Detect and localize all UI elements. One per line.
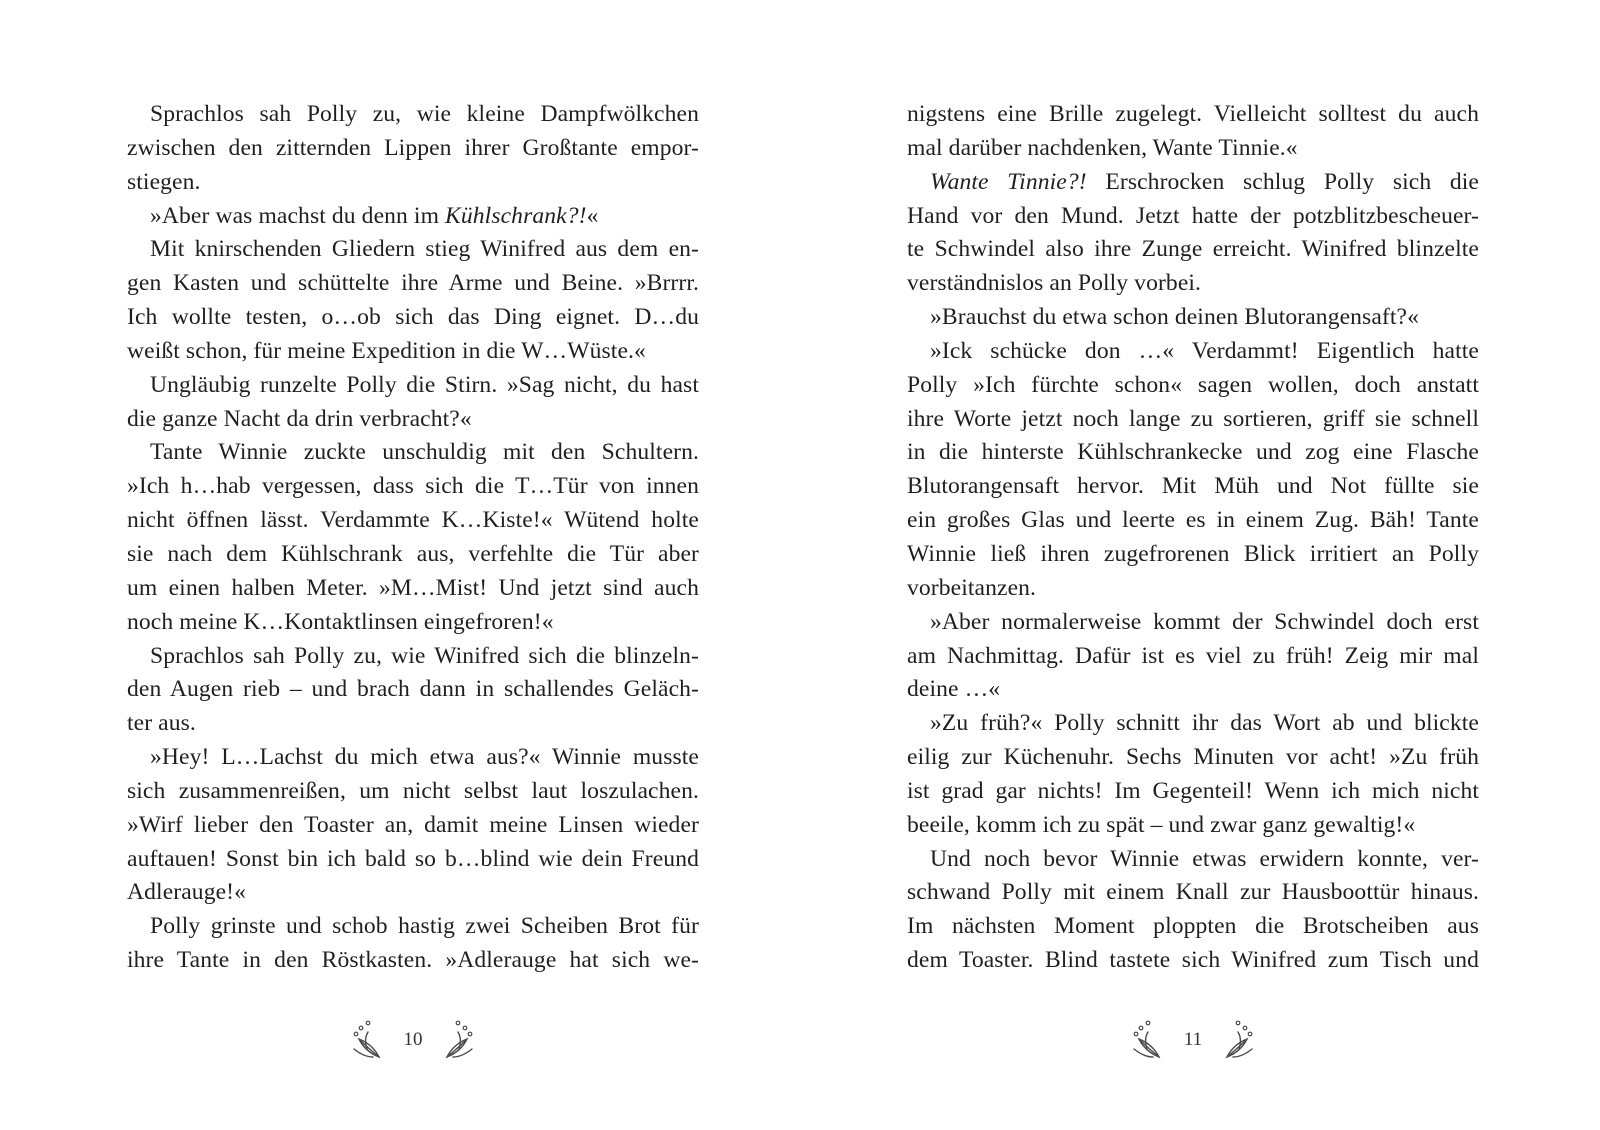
text-line <box>907 166 1479 200</box>
text-line: die ganze Nacht da drin verbracht?« <box>127 405 472 432</box>
text-run: « <box>586 202 599 229</box>
text-line: gen Kasten und schüttelte ihre Arme und Beine. »Brrrr. <box>127 270 699 297</box>
text-line <box>127 200 699 234</box>
text-line: sie nach dem Kühlschrank aus, verfehlte die Tür aber <box>127 540 699 567</box>
sprig-ornament-icon <box>441 1019 475 1061</box>
text-line: ihre Tante in den Röstkasten. »Adlerauge hat sich we- <box>127 947 699 974</box>
text-line: Sprachlos sah Polly zu, wie Winifred sich die blinzeln- <box>150 642 699 669</box>
text-line: am Nachmittag. Dafür ist es viel zu früh! Zeig mir mal <box>907 642 1479 669</box>
right-page-text <box>907 98 1479 978</box>
text-line: Polly »Ich fürchte schon« sagen wollen, doch anstatt <box>907 371 1479 398</box>
text-line: »Brauchst du etwa schon deinen Blutorangensaft?« <box>930 304 1419 331</box>
page-number: 10 <box>403 1029 423 1050</box>
text-line: ihre Worte jetzt noch lange zu sortieren, griff sie schnell <box>907 405 1479 432</box>
page-number: 11 <box>1183 1029 1203 1050</box>
text-line: den Augen rieb – und brach dann in schallendes Geläch- <box>127 676 699 703</box>
text-line: Und noch bevor Winnie etwas erwidern konnte, ver- <box>930 845 1479 872</box>
emphasized-text: Wante Tinnie?! <box>930 168 1087 195</box>
sprig-ornament-icon <box>351 1019 385 1061</box>
right-page-footer <box>1118 1016 1268 1064</box>
text-line: »Aber normalerweise kommt der Schwindel doch erst <box>930 608 1479 635</box>
text-line: deine …« <box>907 676 1001 703</box>
text-line: Im nächsten Moment ploppten die Brotscheiben aus <box>907 913 1479 940</box>
text-line: um einen halben Meter. »M…Mist! Und jetzt sind auch <box>127 574 699 601</box>
text-line: nicht öffnen lässt. Verdammte K…Kiste!« Wütend holte <box>127 507 699 534</box>
sprig-ornament-icon <box>1221 1019 1255 1061</box>
text-line: ter aus. <box>127 710 196 737</box>
text-line: schwand Polly mit einem Knall zur Hausboottür hinaus. <box>907 879 1479 906</box>
text-line: ein großes Glas und leerte es in einem Zug. Bäh! Tante <box>907 507 1479 534</box>
text-line: vorbeitanzen. <box>907 574 1037 601</box>
text-line: Tante Winnie zuckte unschuldig mit den Schultern. <box>150 439 699 466</box>
text-line: noch meine K…Kontaktlinsen eingefroren!« <box>127 608 554 635</box>
text-line: Ungläubig runzelte Polly die Stirn. »Sag nicht, du hast <box>150 371 699 398</box>
text-line: zwischen den zitternden Lippen ihrer Großtante empor- <box>127 134 699 161</box>
text-line: in die hinterste Kühlschrankecke und zog eine Flasche <box>907 439 1479 466</box>
text-line: stiegen. <box>127 168 201 195</box>
text-line: weißt schon, für meine Expedition in die W…Wüste.« <box>127 337 646 364</box>
text-line: eilig zur Küchenuhr. Sechs Minuten vor acht! »Zu früh <box>907 744 1479 771</box>
text-line: Sprachlos sah Polly zu, wie kleine Dampfwölkchen <box>150 101 699 127</box>
text-line: Adlerauge!« <box>127 879 247 906</box>
text-line: nigstens eine Brille zugelegt. Vielleicht solltest du auch <box>907 101 1479 127</box>
text-line: verständnislos an Polly vorbei. <box>907 270 1202 297</box>
text-line: ist grad gar nichts! Im Gegenteil! Wenn ich mich nicht <box>907 777 1479 804</box>
text-line: Mit knirschenden Gliedern stieg Winifred aus dem en- <box>150 236 699 263</box>
sprig-ornament-icon <box>1131 1019 1165 1061</box>
right-page <box>907 98 1479 978</box>
text-line: »Ich h…hab vergessen, dass sich die T…Tür von innen <box>127 473 699 500</box>
text-line: dem Toaster. Blind tastete sich Winifred zum Tisch und <box>907 947 1479 974</box>
text-line: Ich wollte testen, o…ob sich das Ding eignet. D…du <box>127 304 699 331</box>
left-page-footer <box>338 1016 488 1064</box>
emphasized-text: Kühlschrank?! <box>445 202 587 229</box>
text-line: te Schwindel also ihre Zunge erreicht. Winifred blinzelte <box>907 236 1479 263</box>
text-run: Erschrocken schlug Polly sich die <box>1086 168 1479 195</box>
left-page-text <box>127 98 699 978</box>
text-line: Winnie ließ ihren zugefrorenen Blick irritiert an Polly <box>907 540 1479 567</box>
text-line: beeile, komm ich zu spät – und zwar ganz gewaltig!« <box>907 811 1416 838</box>
text-run: »Aber was machst du denn im <box>150 202 446 229</box>
text-line: »Wirf lieber den Toaster an, damit meine Linsen wieder <box>127 811 699 838</box>
text-line: Blutorangensaft hervor. Mit Müh und Not füllte sie <box>907 473 1479 500</box>
text-line: Hand vor den Mund. Jetzt hatte der potzblitzbescheuer- <box>907 202 1479 229</box>
text-line: »Ick schücke don …« Verdammt! Eigentlich hatte <box>930 337 1479 364</box>
text-line: auftauen! Sonst bin ich bald so b…blind wie dein Freund <box>127 845 699 872</box>
text-line: »Hey! L…Lachst du mich etwa aus?« Winnie musste <box>150 744 699 771</box>
text-line: »Zu früh?« Polly schnitt ihr das Wort ab und blickte <box>930 710 1479 737</box>
text-line: mal darüber nachdenken, Wante Tinnie.« <box>907 134 1298 161</box>
left-page <box>127 98 699 978</box>
text-line: sich zusammenreißen, um nicht selbst laut loszulachen. <box>127 777 699 804</box>
text-line: Polly grinste und schob hastig zwei Scheiben Brot für <box>150 913 699 940</box>
